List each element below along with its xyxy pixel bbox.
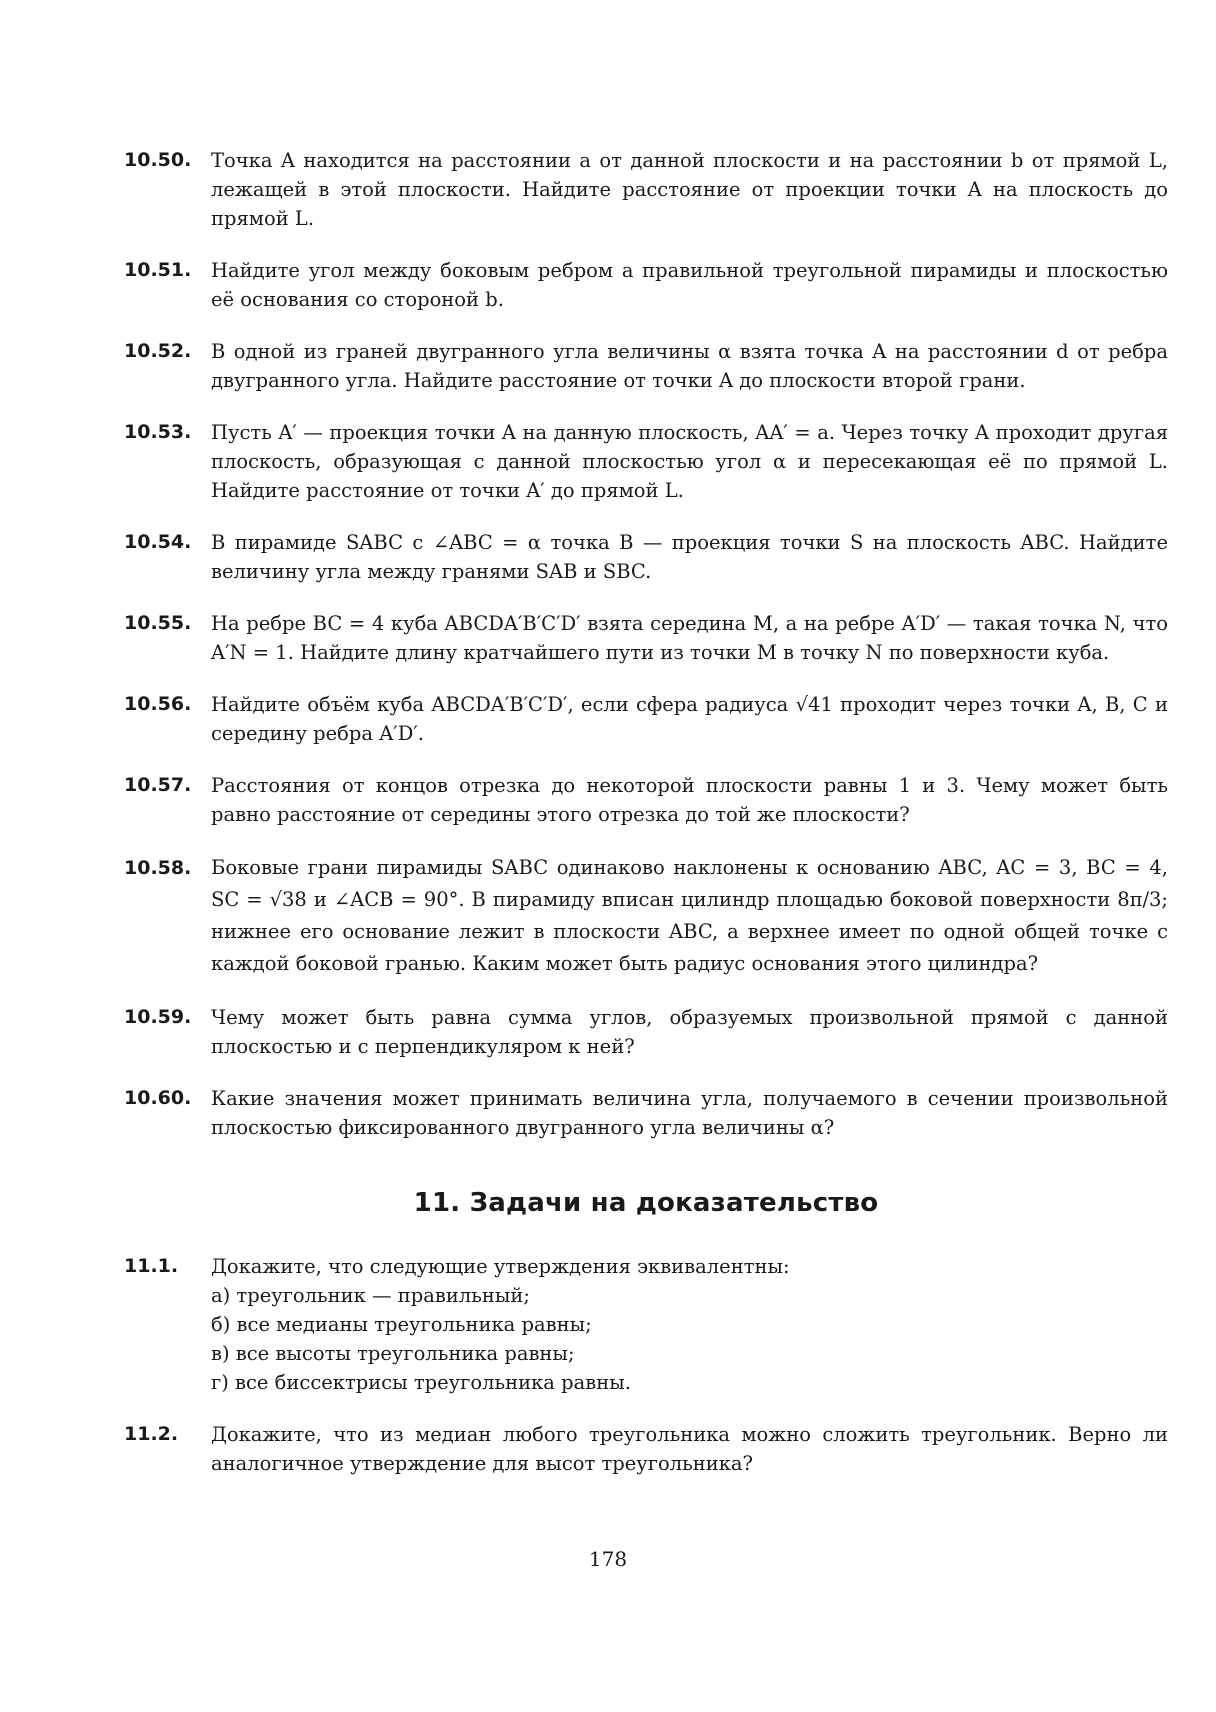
problem-text: Найдите угол между боковым ребром a правильной треугольной пирамиды и плоскостью её основания со стороной b. — [211, 259, 1168, 311]
problem-number: 10.55. — [124, 612, 192, 634]
list-item: б) все медианы треугольника равны; — [211, 1313, 592, 1336]
problem-text: Какие значения может принимать величина угла, получаемого в сечении произвольной плоскостью фиксированного двугранного угла величины α? — [211, 1087, 1168, 1139]
problem-text: Чему может быть равна сумма углов, образуемых произвольной прямой с данной плоскостью и с перпендикуляром к ней? — [211, 1006, 1168, 1058]
problem-text: В одной из граней двугранного угла величины α взята точка A на расстоянии d от ребра двугранного угла. Найдите расстояние от точки A до плоскости второй грани. — [211, 340, 1168, 392]
problem — [124, 1003, 1168, 1061]
problem-text: Докажите, что следующие утверждения эквивалентны: — [211, 1255, 790, 1278]
problem-list — [124, 146, 1168, 1478]
problem — [124, 146, 1168, 233]
problem-number: 10.60. — [124, 1087, 192, 1109]
problem-number: 10.59. — [124, 1006, 192, 1028]
problem-number: 10.51. — [124, 259, 192, 281]
section-heading: 11. Задачи на доказательство — [413, 1188, 879, 1218]
problem-text: Точка A находится на расстоянии a от данной плоскости и на расстоянии b от прямой L, лежащей в этой плоскости. Найдите расстояние от проекции точки A на плоскость до прямой L. — [211, 149, 1168, 230]
problem-number: 10.57. — [124, 774, 192, 796]
list-item: а) треугольник — правильный; — [211, 1284, 530, 1307]
problem-number: 11.2. — [124, 1423, 179, 1445]
problem-number: 11.1. — [124, 1255, 179, 1277]
problem-number: 10.53. — [124, 421, 192, 443]
problem — [124, 852, 1168, 980]
problem-text: Докажите, что из медиан любого треугольника можно сложить треугольник. Верно ли аналогичное утверждение для высот треугольника? — [211, 1423, 1168, 1475]
problem — [124, 690, 1168, 748]
problem — [124, 418, 1168, 505]
problem-text: В пирамиде SABC с ∠ABC = α точка B — проекция точки S на плоскость ABC. Найдите величину угла между гранями SAB и SBC. — [211, 531, 1168, 583]
page-number: 178 — [588, 1547, 628, 1571]
problem-text: Пусть A′ — проекция точки A на данную плоскость, AA′ = a. Через точку A проходит другая плоскость, образующая с данной плоскостью угол α и пересекающая её по прямой L. Найдите расстояние от точки A′ до прямой L. — [211, 421, 1168, 502]
problem-number: 10.52. — [124, 340, 192, 362]
problem-number: 10.56. — [124, 693, 192, 715]
problem — [124, 1084, 1168, 1142]
problem — [124, 1252, 1168, 1397]
problem-text: Расстояния от концов отрезка до некоторой плоскости равны 1 и 3. Чему может быть равно расстояние от середины этого отрезка до той же плоскости? — [211, 774, 1168, 826]
problem — [124, 609, 1168, 667]
problem — [124, 528, 1168, 586]
problem-text: Боковые грани пирамиды SABC одинаково наклонены к основанию ABC, AC = 3, BC = 4, SC = √38 и ∠ACB = 90°. В пирамиду вписан цилиндр площадью боковой поверхности 8π/3; нижнее его основание лежит в плоскости ABC, а верхнее имеет по одной общей точке с каждой боковой гранью. Каким может быть радиус основания этого цилиндра? — [211, 856, 1168, 975]
problem-text: Найдите объём куба ABCDA′B′C′D′, если сфера радиуса √41 проходит через точки A, B, C и середину ребра A′D′. — [211, 693, 1168, 745]
problem — [124, 256, 1168, 314]
problem-number: 10.54. — [124, 531, 192, 553]
problem — [124, 1420, 1168, 1478]
list-item: г) все биссектрисы треугольника равны. — [211, 1371, 631, 1394]
problem-number: 10.58. — [124, 857, 192, 879]
problem — [124, 337, 1168, 395]
problem — [124, 771, 1168, 829]
problem-text: На ребре BC = 4 куба ABCDA′B′C′D′ взята середина M, а на ребре A′D′ — такая точка N, что A′N = 1. Найдите длину кратчайшего пути из точки M в точку N по поверхности куба. — [211, 612, 1168, 664]
list-item: в) все высоты треугольника равны; — [211, 1342, 575, 1365]
problem-number: 10.50. — [124, 149, 192, 171]
